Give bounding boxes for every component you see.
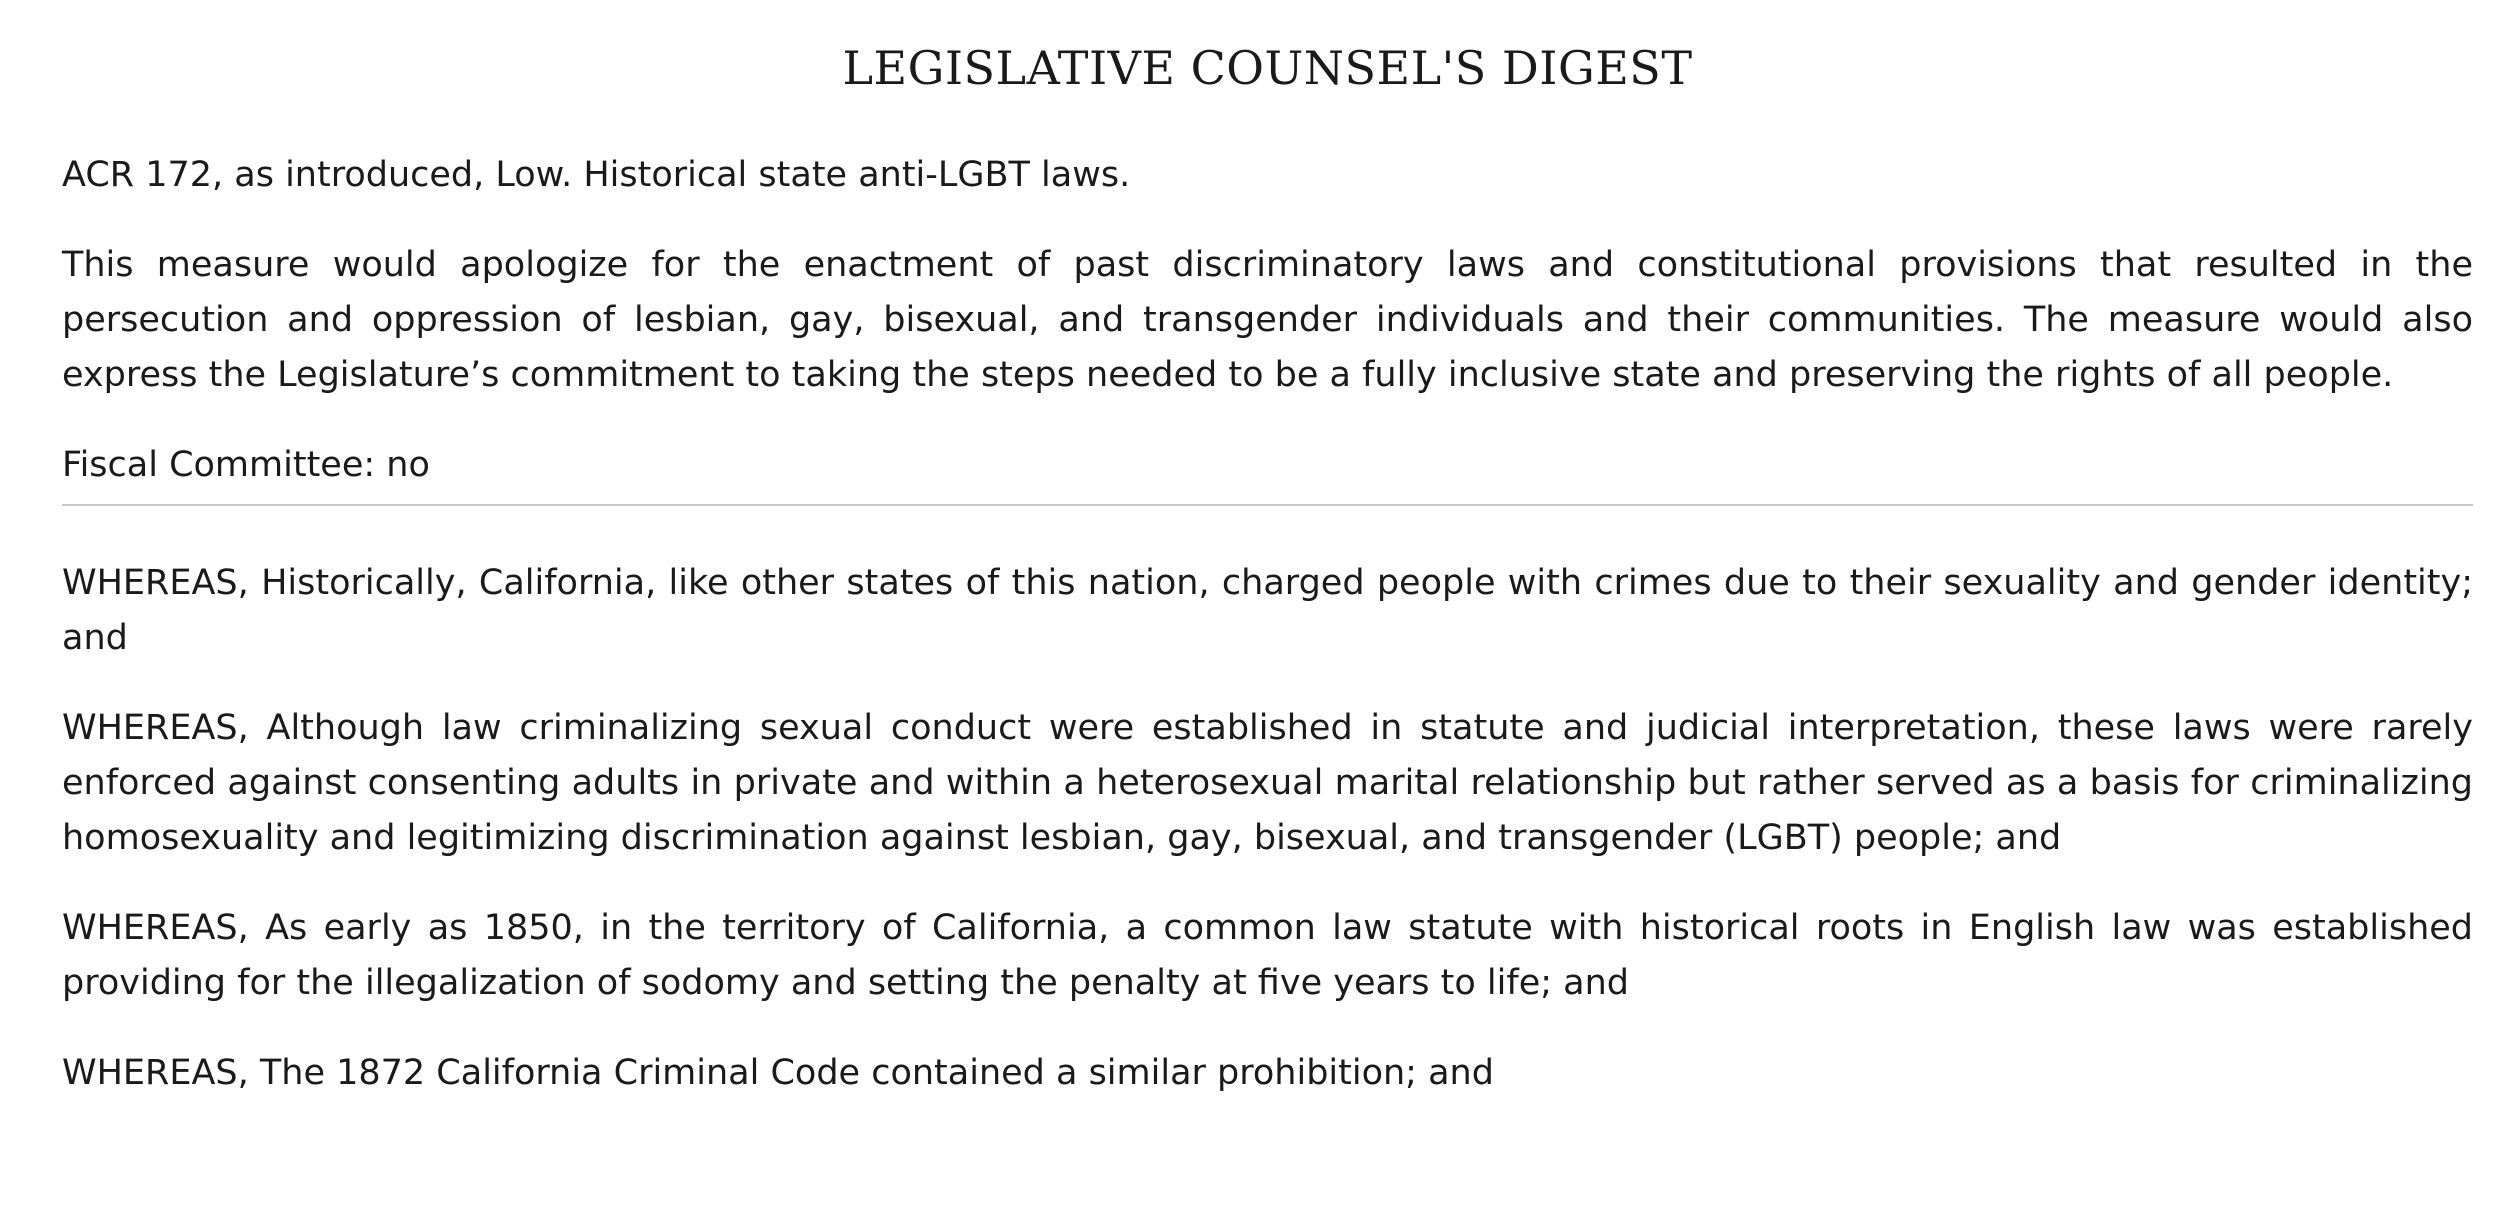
whereas-clause: WHEREAS, Historically, California, like other states of this nation, charged people with crimes due to their sexuality and gender identity; and xyxy=(62,563,2473,658)
bill-summary: ACR 172, as introduced, Low. Historical state anti-LGBT laws. xyxy=(62,155,1131,195)
section-divider xyxy=(62,504,2473,506)
whereas-clause: WHEREAS, Although law criminalizing sexual conduct were established in statute and judicial interpretation, these laws were rarely enforced against consenting adults in private and within a heterosexual marital relationship but rather served as a basis for criminalizing homosexuality and legitimizing discrimination against lesbian, gay, bisexual, and transgender (LGBT) people; and xyxy=(62,708,2473,858)
whereas-clause: WHEREAS, The 1872 California Criminal Code contained a similar prohibition; and xyxy=(62,1053,1494,1093)
digest-text: This measure would apologize for the enactment of past discriminatory laws and constitutional provisions that resulted in the persecution and oppression of lesbian, gay, bisexual, and transgender individuals and their communities. The measure would also express the Legislature’s commitment to taking the steps needed to be a fully inclusive state and preserving the rights of all people. xyxy=(62,245,2473,395)
fiscal-committee: Fiscal Committee: no xyxy=(62,445,430,485)
digest-title: LEGISLATIVE COUNSEL'S DIGEST xyxy=(842,41,1693,95)
whereas-clause: WHEREAS, As early as 1850, in the territory of California, a common law statute with historical roots in English law was established providing for the illegalization of sodomy and setting the penalty at five years to life; and xyxy=(62,908,2473,1003)
bill-document xyxy=(62,0,2473,1101)
